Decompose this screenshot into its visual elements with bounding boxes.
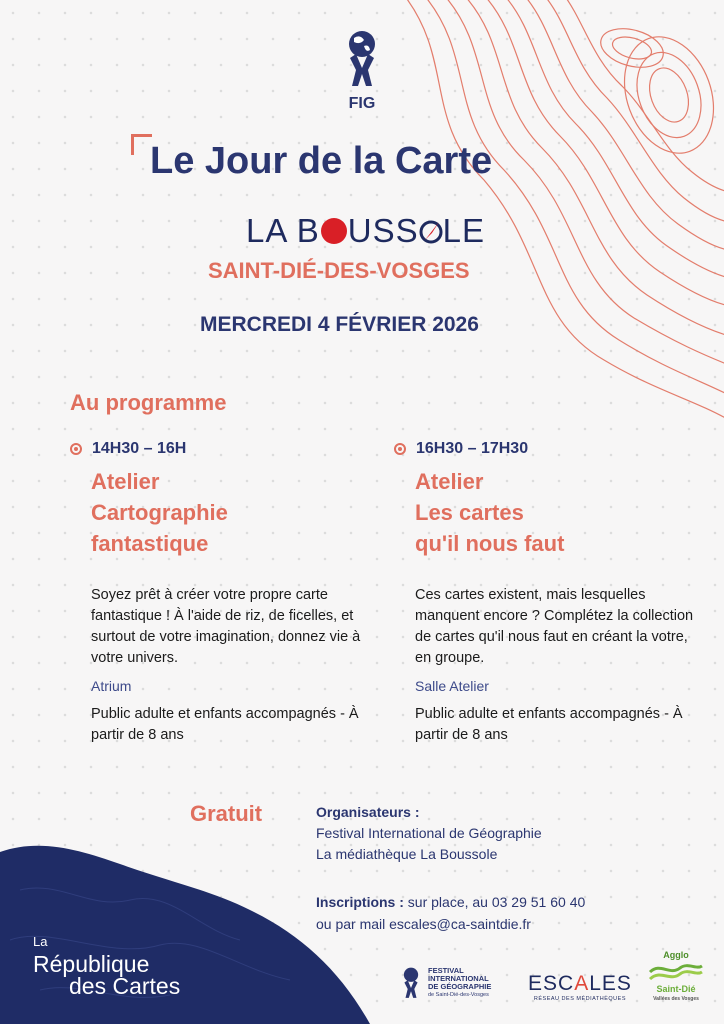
republique-des-cartes-logo: [33, 931, 180, 997]
session-title-line: Les cartes: [415, 500, 524, 525]
session-title-line: Cartographie: [91, 500, 228, 525]
title-corner-mark: [131, 134, 152, 155]
session-time-row: [394, 440, 694, 458]
globe-figure-icon: [342, 30, 382, 88]
venue-name: [246, 212, 485, 250]
agglo-title: Agglo: [663, 950, 689, 960]
escales-part: LES: [589, 972, 632, 995]
agglo-subtitle: Vallées des Vosges: [653, 996, 699, 1002]
page-title: Le Jour de la Carte: [150, 140, 493, 182]
session-title: [415, 466, 694, 559]
venue-part-1: LA B: [246, 212, 320, 249]
session-body: [91, 466, 370, 746]
fig-partner-text: [428, 967, 491, 999]
globe-figure-icon: [400, 966, 422, 1000]
session-body: [415, 466, 694, 746]
organiser-name: La médiathèque La Boussole: [316, 846, 498, 862]
session-time: 16H30 – 17H30: [416, 440, 529, 457]
programme-heading: Au programme: [70, 390, 227, 415]
fig-partner-line: DE GÉOGRAPHIE: [428, 982, 492, 991]
escales-logo: [528, 972, 632, 1002]
price-label: Gratuit: [190, 801, 263, 826]
compass-needle-icon: [419, 219, 443, 245]
session-title-line: Atelier: [415, 469, 484, 494]
organiser-name: Festival International de Géographie: [316, 825, 542, 841]
inscriptions-phone: sur place, au 03 29 51 60 40: [407, 894, 586, 910]
inscriptions-email[interactable]: ou par mail escales@ca-saintdie.fr: [316, 916, 531, 932]
venue-part-3: LE: [442, 212, 485, 249]
session-room: Atrium: [91, 678, 132, 694]
fig-partner-logo: [400, 966, 510, 1000]
session-room: Salle Atelier: [415, 678, 489, 694]
session-title: [91, 466, 370, 559]
escales-accent: A: [574, 972, 590, 995]
session-description: Ces cartes existent, mais lesquelles manquent encore ? Complétez la collection de cartes qu'il nous faut en créant la votre, en groupe.: [415, 587, 694, 666]
city-name: SAINT-DIÉ-DES-VOSGES: [208, 258, 470, 283]
rdc-line-1: République: [33, 951, 150, 977]
organisers-label: Organisateurs :: [316, 804, 420, 820]
fig-partner-sub: de Saint-Dié-des-Vosges: [428, 992, 489, 998]
agglo-logo: [646, 950, 706, 1004]
rdc-line-2: des Cartes: [69, 973, 181, 999]
bullet-target-icon: [394, 443, 406, 455]
fig-logo: [338, 30, 386, 113]
session-title-line: Atelier: [91, 469, 160, 494]
escales-name: [528, 972, 632, 996]
escales-part: ESC: [528, 972, 575, 995]
session-audience: Public adulte et enfants accompagnés - À partir de 8 ans: [415, 706, 683, 743]
rdc-small-text: La: [33, 934, 48, 949]
session-card: [70, 440, 370, 746]
fig-partner-line: INTERNATIONAL: [428, 974, 489, 983]
session-title-line: qu'il nous faut: [415, 531, 565, 556]
hills-icon: [648, 960, 704, 982]
inscriptions-label: Inscriptions :: [316, 894, 404, 910]
session-card: [394, 440, 694, 746]
compass-dot-icon: [321, 218, 347, 244]
agglo-name: Saint-Dié: [656, 984, 696, 994]
fig-logo-text: FIG: [348, 95, 376, 112]
bullet-target-icon: [70, 443, 82, 455]
session-time: 14H30 – 16H: [92, 440, 187, 457]
session-title-line: fantastique: [91, 531, 209, 556]
fig-partner-line: FESTIVAL: [428, 966, 464, 975]
escales-subtitle: RÉSEAU DES MÉDIATHÈQUES: [533, 996, 626, 1002]
session-description: Soyez prêt à créer votre propre carte fantastique ! À l'aide de riz, de ficelles, et surtout de votre imagination, donnez vie à votre univers.: [91, 587, 361, 666]
event-date: MERCREDI 4 FÉVRIER 2026: [200, 313, 479, 336]
venue-part-2: USS: [347, 212, 419, 249]
session-audience: Public adulte et enfants accompagnés - À partir de 8 ans: [91, 706, 359, 743]
session-time-row: [70, 440, 370, 458]
contour-lines-decoration: [364, 0, 724, 420]
